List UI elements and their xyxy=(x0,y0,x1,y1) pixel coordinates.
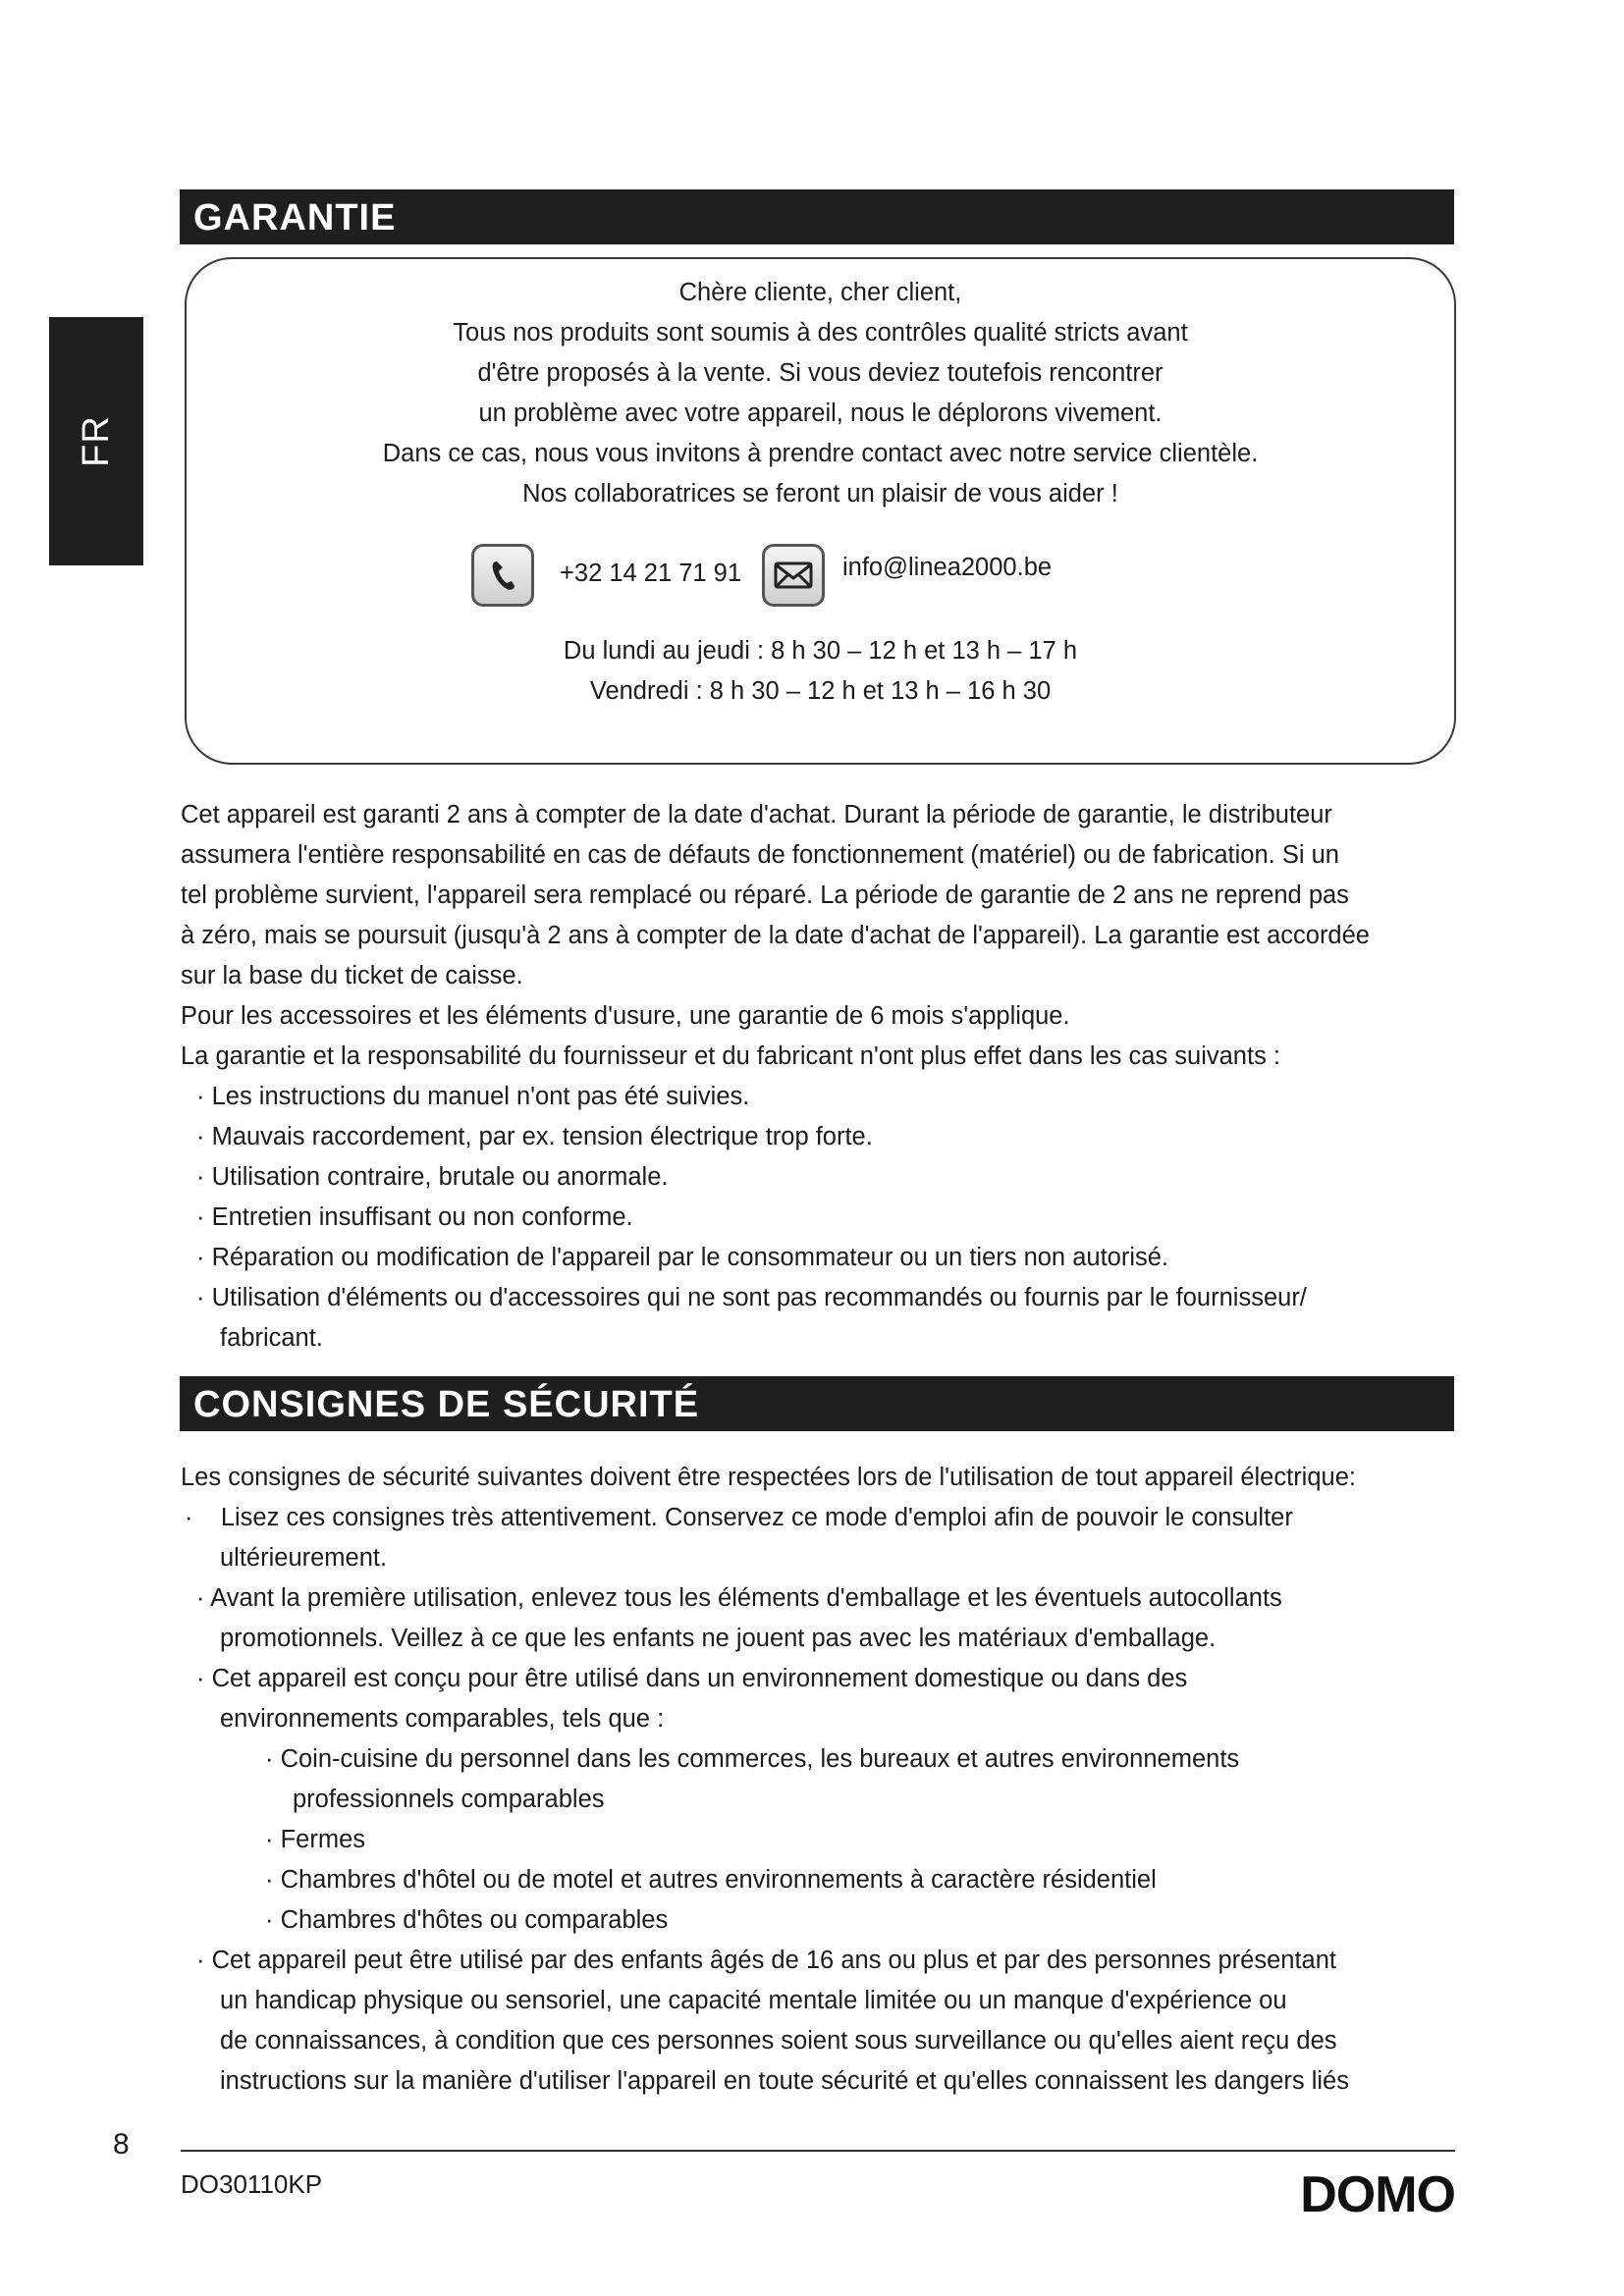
phone-icon xyxy=(471,544,534,607)
customer-service-box xyxy=(185,257,1456,765)
list-item-continuation: de connaissances, à condition que ces personnes soient sous surveillance ou qu'elles aient reçu des xyxy=(220,2027,1337,2055)
list-item-continuation: fabricant. xyxy=(220,1324,323,1352)
warranty-heading: GARANTIE xyxy=(180,189,1454,244)
text-line: La garantie et la responsabilité du fournisseur et du fabricant n'ont plus effet dans les cas suivants : xyxy=(181,1042,1280,1070)
sub-list-item: · Coin-cuisine du personnel dans les commerces, les bureaux et autres environnements xyxy=(265,1745,1240,1773)
brand-logo: DOMO xyxy=(1300,2166,1455,2223)
page-number: 8 xyxy=(113,2128,130,2161)
footer-divider xyxy=(181,2150,1455,2152)
sub-list-item: · Chambres d'hôtel ou de motel et autres environnements à caractère résidentiel xyxy=(265,1866,1157,1894)
text-line: tel problème survient, l'appareil sera remplacé ou réparé. La période de garantie de 2 ans ne reprend pas xyxy=(181,881,1349,909)
phone-number: +32 14 21 71 91 xyxy=(560,560,742,587)
mail-icon xyxy=(762,544,825,607)
list-item: · Cet appareil peut être utilisé par des enfants âgés de 16 ans ou plus et par des personnes présentant xyxy=(196,1947,1336,1974)
list-item-continuation: un handicap physique ou sensoriel, une capacité mentale limitée ou un manque d'expérience ou xyxy=(220,1987,1287,2014)
list-item: · Réparation ou modification de l'appareil par le consommateur ou un tiers non autorisé. xyxy=(196,1244,1169,1271)
list-item: · Les instructions du manuel n'ont pas été suivies. xyxy=(196,1083,750,1110)
text-line: à zéro, mais se poursuit (jusqu'à 2 ans à compter de la date d'achat de l'appareil). La garantie est accordée xyxy=(181,922,1370,949)
safety-intro: Les consignes de sécurité suivantes doivent être respectées lors de l'utilisation de tout appareil électrique: xyxy=(181,1464,1356,1491)
list-item: · Avant la première utilisation, enlevez tous les éléments d'emballage et les éventuels autocollants xyxy=(196,1584,1282,1612)
sub-list-item: · Chambres d'hôtes ou comparables xyxy=(265,1906,669,1934)
contact-row xyxy=(187,540,1454,614)
hours-line: Vendredi : 8 h 30 – 12 h et 13 h – 16 h 30 xyxy=(589,677,1052,705)
text-line: Cet appareil est garanti 2 ans à compter de la date d'achat. Durant la période de garantie, le distributeur xyxy=(181,801,1332,828)
hours-line: Du lundi au jeudi : 8 h 30 – 12 h et 13 h – 17 h xyxy=(563,637,1078,665)
warranty-text xyxy=(181,795,1457,1077)
model-number: DO30110KP xyxy=(181,2169,323,2199)
list-item: · Entretien insuffisant ou non conforme. xyxy=(196,1203,633,1231)
box-line: Dans ce cas, nous vous invitons à prendre contact avec notre service clientèle. xyxy=(382,440,1259,467)
text-line: Pour les accessoires et les éléments d'usure, une garantie de 6 mois s'applique. xyxy=(181,1002,1070,1030)
list-item: · Utilisation contraire, brutale ou anormale. xyxy=(196,1163,669,1191)
list-item-continuation: promotionnels. Veillez à ce que les enfants ne jouent pas avec les matériaux d'emballage. xyxy=(220,1625,1217,1652)
opening-hours xyxy=(187,631,1454,712)
box-line: Tous nos produits sont soumis à des contrôles qualité stricts avant xyxy=(453,319,1188,347)
box-line: un problème avec votre appareil, nous le déplorons vivement. xyxy=(478,400,1163,427)
list-item: · Lisez ces consignes très attentivement. Conservez ce mode d'emploi afin de pouvoir le consulter xyxy=(185,1504,1293,1531)
box-line: d'être proposés à la vente. Si vous deviez toutefois rencontrer xyxy=(477,359,1164,387)
language-tab xyxy=(49,317,143,565)
box-line: Nos collaboratrices se feront un plaisir de vous aider ! xyxy=(522,480,1118,507)
language-label: FR xyxy=(75,415,117,467)
list-item-continuation: ultérieurement. xyxy=(220,1544,388,1572)
email-address: info@linea2000.be xyxy=(842,554,1053,581)
safety-heading: CONSIGNES DE SÉCURITÉ xyxy=(180,1376,1454,1431)
list-item: · Mauvais raccordement, par ex. tension électrique trop forte. xyxy=(196,1123,873,1150)
list-item: · Cet appareil est conçu pour être utilisé dans un environnement domestique ou dans des xyxy=(196,1665,1188,1692)
text-line: assumera l'entière responsabilité en cas de défauts de fonctionnement (matériel) ou de fabrication. Si un xyxy=(181,841,1339,869)
customer-service-message xyxy=(187,273,1454,514)
text-line: sur la base du ticket de caisse. xyxy=(181,962,523,989)
box-line: Chère cliente, cher client, xyxy=(678,279,962,306)
sub-list-item-continuation: professionnels comparables xyxy=(293,1786,605,1813)
list-item: · Utilisation d'éléments ou d'accessoires qui ne sont pas recommandés ou fournis par le fournisseur/ xyxy=(196,1284,1307,1311)
list-item-continuation: environnements comparables, tels que : xyxy=(220,1705,665,1733)
list-item-continuation: instructions sur la manière d'utiliser l'appareil en toute sécurité et qu'elles connaissent les dangers liés xyxy=(220,2067,1349,2095)
sub-list-item: · Fermes xyxy=(265,1826,365,1853)
